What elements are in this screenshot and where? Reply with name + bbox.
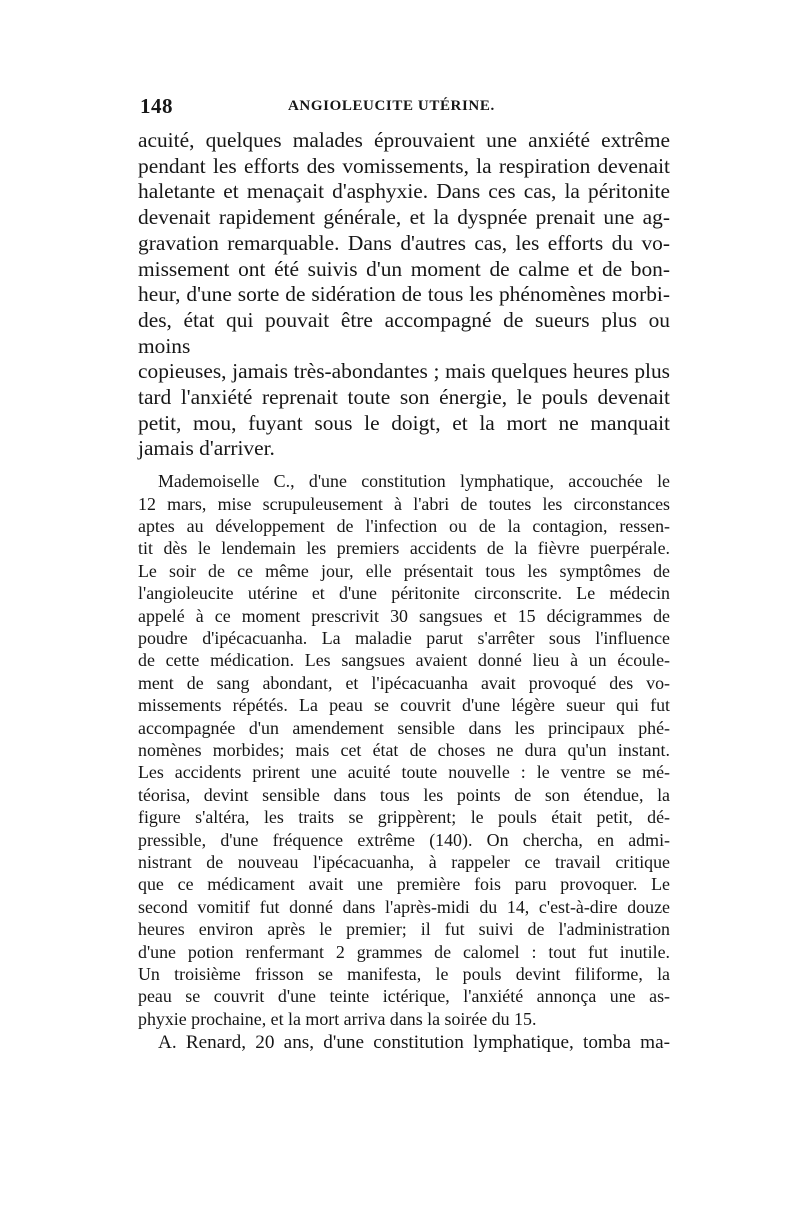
text-line: poudre d'ipécacuanha. La maladie parut s'arrêter sous l'influence xyxy=(138,627,670,648)
text-line: de cette médication. Les sangsues avaient donné lieu à un écoule- xyxy=(138,650,670,671)
text-line: l'angioleucite utérine et d'une péritonite circonscrite. Le médecin xyxy=(138,583,670,604)
page-number: 148 xyxy=(140,94,173,118)
text-line: Le soir de ce même jour, elle présentait tous les symptômes de xyxy=(138,560,670,581)
text-line: que ce médicament avait une première fois paru provoquer. Le xyxy=(138,874,670,895)
text-line: second vomitif fut donné dans l'après-midi du 14, c'est-à-dire douze xyxy=(138,896,670,917)
text-line: d'une potion renfermant 2 grammes de calomel : tout fut inutile. xyxy=(138,941,670,962)
page-header xyxy=(138,90,670,122)
text-line: appelé à ce moment prescrivit 30 sangsues et 15 décigrammes de xyxy=(138,605,670,626)
text-line: missement ont été suivis d'un moment de calme et de bon- xyxy=(138,256,670,281)
text-line: acuité, quelques malades éprouvaient une anxiété extrême xyxy=(138,128,670,152)
text-line: aptes au développement de l'infection ou de la contagion, ressen- xyxy=(138,515,670,536)
text-line: devenait rapidement générale, et la dyspnée prenait une ag- xyxy=(138,205,670,230)
text-line: A. Renard, 20 ans, d'une constitution lymphatique, tomba ma- xyxy=(158,1032,670,1054)
text-line: petit, mou, fuyant sous le doigt, et la mort ne manquait xyxy=(138,410,670,435)
text-line: nistrant de nouveau l'ipécacuanha, à rappeler ce travail critique xyxy=(138,852,670,873)
text-line: peau se couvrit d'une teinte ictérique, l'anxiété annonça une as- xyxy=(138,986,670,1007)
text-line: heur, d'une sorte de sidération de tous les phénomènes morbi- xyxy=(138,282,670,307)
text-line: nomènes morbides; mais cet état de choses ne dura qu'un instant. xyxy=(138,740,670,761)
text-line: pendant les efforts des vomissements, la respiration devenait xyxy=(138,153,670,178)
text-line: 12 mars, mise scrupuleusement à l'abri de toutes les circonstances xyxy=(138,493,670,514)
text-line: tit dès le lendemain les premiers accidents de la fièvre puerpérale. xyxy=(138,538,670,559)
text-line: des, état qui pouvait être accompagné de sueurs plus ou moins xyxy=(138,307,670,358)
text-line: copieuses, jamais très-abondantes ; mais quelques heures plus xyxy=(138,359,670,384)
case-study-paragraph-2 xyxy=(138,1032,670,1054)
text-line: gravation remarquable. Dans d'autres cas, les efforts du vo- xyxy=(138,230,670,255)
text-line: téorisa, devint sensible dans tous les points de son étendue, la xyxy=(138,784,670,805)
text-line: pressible, d'une fréquence extrême (140). On chercha, en admi- xyxy=(138,829,670,850)
text-line: jamais d'arriver. xyxy=(138,436,275,461)
text-line: ment de sang abondant, et l'ipécacuanha avait provoqué des vo- xyxy=(138,672,670,693)
text-line: haletante et menaçait d'asphyxie. Dans ces cas, la péritonite xyxy=(138,179,670,204)
book-page xyxy=(138,90,670,1055)
text-line: Mademoiselle C., d'une constitution lymphatique, accouchée le xyxy=(158,471,670,492)
text-line: accompagnée d'un amendement sensible dans les principaux phé- xyxy=(138,717,670,738)
text-line: phyxie prochaine, et la mort arriva dans la soirée du 15. xyxy=(138,1008,537,1029)
text-line: heures environ après le premier; il fut suivi de l'administration xyxy=(138,919,670,940)
text-line: Les accidents prirent une acuité toute nouvelle : le ventre se mé- xyxy=(138,762,670,783)
text-line: Un troisième frisson se manifesta, le pouls devint filiforme, la xyxy=(138,964,670,985)
text-line: tard l'anxiété reprenait toute son énergie, le pouls devenait xyxy=(138,385,670,410)
main-paragraph xyxy=(138,128,670,462)
running-title: ANGIOLEUCITE UTÉRINE. xyxy=(288,98,495,114)
text-line: missements répétés. La peau se couvrit d'une légère sueur qui fut xyxy=(138,695,670,716)
case-study-paragraph xyxy=(138,470,670,1030)
text-line: figure s'altéra, les traits se grippèrent; le pouls était petit, dé- xyxy=(138,807,670,828)
